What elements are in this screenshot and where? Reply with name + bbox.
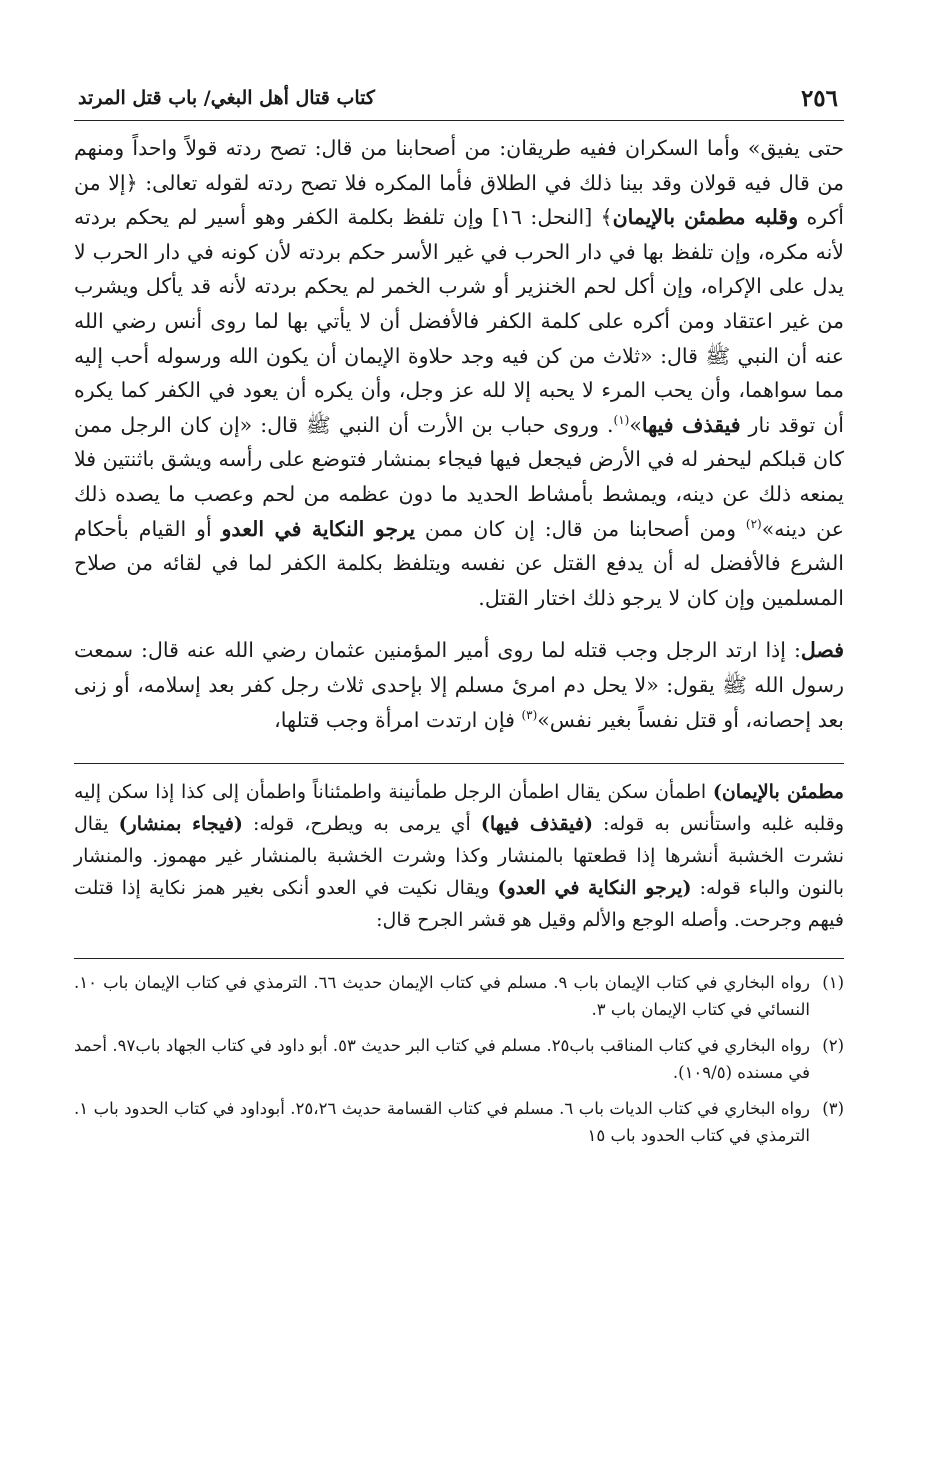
glossary-text: أي يرمى به ويطرح، قوله:: [242, 813, 481, 836]
running-title: كتاب قتال أهل البغي/ باب قتل المرتد: [78, 87, 375, 109]
glossary-term: (فيقذف فيها): [480, 813, 593, 836]
text-segment: »: [629, 412, 642, 437]
text-segment: أو القيام بأحكام الشرع فالأفضل له أن يدفع القتل عن نفسه ويتلفظ بكلمة الكفر لما في لقائه من صلاح المسلمين وإن كان لا يرجو ذلك اختار القتل.: [74, 516, 844, 610]
glossary-paragraph: [74, 776, 844, 936]
glossary-notes: [74, 776, 844, 936]
footnote-text: رواه البخاري في كتاب الديات باب ٦. مسلم في كتاب القسامة حديث ٢٥،٢٦. أبوداود في كتاب الحدود باب ١. الترمذي في كتاب الحدود باب ١٥: [74, 1099, 811, 1146]
text-segment: ﴾ [النحل: ١٦] وإن تلفظ بكلمة الكفر وهو أسير لم يحكم بردته لأنه مكره، وإن تلفظ بها في دار الحرب في غير الأسر حكم بردته لأن كونه في دار الحرب لا يدل على الإكراه، وإن أكل لحم الخنزير أو شرب الخمر لم يحكم بردته لأنه قد يأكل ويشرب من غير اعتقاد ومن أكره على كلمة الكفر فالأفضل أن لا يأتي بها لما روى أنس رضي الله عنه أن النبي ﷺ قال: «ثلاث من كن فيه وجد حلاوة الإيمان أن يكون الله ورسوله أحب إليه مما سواهما، وأن يحب المرء لا يحبه إلا لله عز وجل، وأن يكره أن يعود في الكفر كما يكره أن توقد نار: [74, 205, 845, 437]
paragraph-apostasy-conditions: [74, 131, 844, 615]
book-page: [74, 76, 844, 1436]
footnote-ref-3: (٣): [521, 707, 538, 722]
glossary-text: يقال نشرت الخشبة أنشرها إذا قطعتها بالمنشار وكذا وشرت الخشبة بالمنشار غير مهموز. والمنشار بالنون والباء قوله:: [74, 813, 845, 900]
main-text: [74, 131, 844, 737]
section-label: فصل: [800, 638, 844, 663]
glossary-term: مطمئن بالإيمان): [712, 781, 844, 804]
glossary-divider: [74, 763, 844, 764]
footnote-item: [74, 969, 844, 1023]
footnote-ref-2: (٢): [745, 516, 762, 531]
footnote-item: [74, 1095, 844, 1149]
footnote-number: (٣): [822, 1099, 844, 1119]
footnote-item: [74, 1032, 844, 1086]
glossary-term: (فيجاء بمنشار): [118, 813, 243, 836]
text-segment: : إذا ارتد الرجل وجب قتله لما روى أمير المؤمنين عثمان رضي الله عنه قال: سمعت رسول الله ﷺ يقول: «لا يحل دم امرئ مسلم إلا بإحدى ثلاث رجل كفر بعد إسلامه، أو زنى بعد إحصانه، أو قتل نفساً بغير نفس»: [74, 638, 844, 732]
text-segment: . وروى حباب بن الأرت أن النبي ﷺ قال: «إن كان الرجل ممن كان قبلكم ليحفر له في الأرض فيجعل فيها فيجاء بمنشار فتوضع على رأسه ويشق باثنتين فلا يمنعه ذلك عن دينه، ويمشط بأمشاط الحديد ما دون عظمه من لحم وعصب ما يصده ذلك عن دينه»: [74, 412, 844, 541]
paragraph-section-fasl: [74, 633, 844, 737]
text-segment: فإن ارتدت امرأة وجب قتلها،: [274, 707, 522, 732]
footnote-text: رواه البخاري في كتاب الإيمان باب ٩. مسلم في كتاب الإيمان حديث ٦٦. الترمذي في كتاب الإيمان باب ١٠. النسائي في كتاب الإيمان باب ٣.: [74, 973, 810, 1020]
footnote-ref-1: (١): [613, 412, 630, 427]
footnote-number: (٢): [822, 1036, 844, 1056]
footnotes: [74, 969, 844, 1149]
glossary-term: (يرجو النكاية في العدو): [497, 877, 692, 900]
footnote-number: (١): [822, 973, 844, 993]
page-number: ٢٥٦: [800, 84, 838, 112]
text-segment: حتى يفيق» وأما السكران ففيه طريقان: من أصحابنا من قال: تصح ردته قولاً واحداً ومنهم من قال فيه قولان وقد بينا ذلك في الطلاق فأما المكره فلا تصح ردته لقوله تعالى: ﴿إلا من أكره: [74, 136, 844, 230]
glossary-text: ويقال نكيت في العدو أنكى بغير همز نكاية إذا قتلت فيهم وجرحت. وأصله الوجع والألم وقيل هو قشر الجرح قال:: [74, 877, 844, 932]
footnotes-divider: [74, 958, 844, 959]
highlighted-term: يرجو النكاية في العدو: [221, 516, 416, 541]
glossary-text: اطمأن سكن يقال اطمأن الرجل طمأنينة واطمئناناً واطمأن إلى كذا إذا سكن إليه وقلبه غلبه واستأنس به قوله:: [74, 781, 844, 836]
highlighted-term: فيقذف فيها: [641, 412, 741, 437]
text-segment: ومن أصحابنا من قال: إن كان ممن: [415, 516, 746, 541]
footnote-text: رواه البخاري في كتاب المناقب باب٢٥. مسلم في كتاب البر حديث ٥٣. أبو داود في كتاب الجهاد باب٩٧. أحمد في مسنده (١٠٩/٥).: [74, 1036, 810, 1083]
page-header: [74, 76, 844, 121]
highlighted-term: وقلبه مطمئن بالإيمان: [612, 205, 799, 230]
